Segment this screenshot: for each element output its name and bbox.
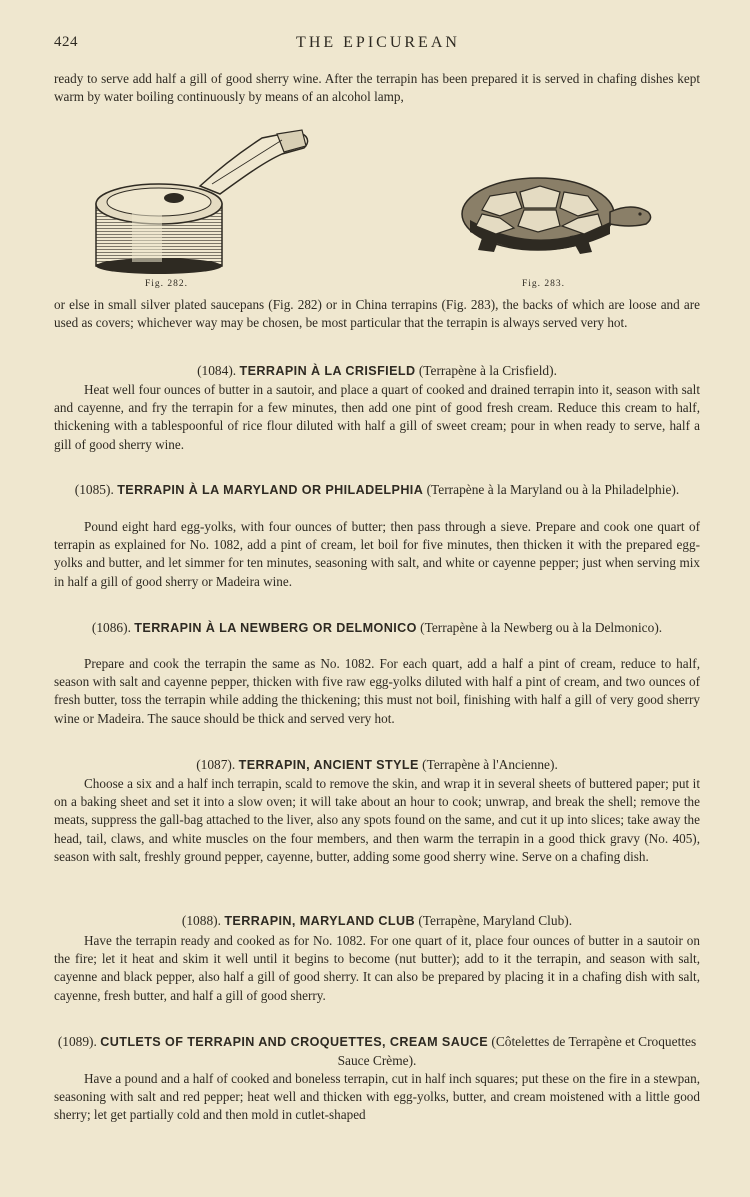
recipe-1087-body: Choose a six and a half inch terrapin, scald to remove the skin, and wrap it in several sheets of buttered paper; put it on a baking sheet and set it into a slow oven; it will take about an hour to cook; unwrap, and break the shell; remove the meats, suppress the gall-bag attached to the liver, also any spots found on the same, and cut it up into slices; take away the head, tail, claws, and white muscles on the four members, and then warm the terrapin in a good thick gravy (No. 405), season with salt, freshly ground pepper, cayenne, butter, adding some good sherry wine. Serve on a chafing dish. — [54, 776, 700, 864]
recipe-title: TERRAPIN, MARYLAND CLUB — [224, 914, 415, 928]
figure-283-caption: Fig. 283. — [522, 279, 566, 289]
recipe-title: CUTLETS OF TERRAPIN AND CROQUETTES, CREAM SAUCE — [100, 1035, 488, 1049]
recipe-1088-heading — [54, 912, 700, 931]
running-title: THE EPICUREAN — [296, 34, 460, 51]
china-terrapin-illustration — [460, 172, 658, 272]
recipe-french-title: (Terrapène à la Newberg ou à la Delmonico). — [420, 620, 663, 635]
recipe-1089-heading — [54, 1033, 700, 1069]
recipe-1084-heading — [54, 362, 700, 381]
recipe-1089-body: Have a pound and a half of cooked and boneless terrapin, cut in half inch squares; put these on the fire in a stewpan, seasoning with salt and red pepper; heat well and thicken with egg-yolks, butter, and cream moistened with a little good sherry; let get partially cold and then mold in cutlet-shaped — [54, 1071, 700, 1123]
recipe-french-title: (Terrapène à l'Ancienne). — [422, 757, 558, 772]
recipe-french-title: (Terrapène à la Crisfield). — [418, 363, 557, 378]
recipe-title: TERRAPIN À LA CRISFIELD — [239, 364, 416, 378]
saucepan-illustration — [92, 126, 314, 276]
page-header — [54, 34, 702, 56]
recipe-1087-heading — [54, 756, 700, 775]
figure-282-caption: Fig. 282. — [145, 279, 189, 289]
recipe-french-title: (Terrapène, Maryland Club). — [418, 913, 573, 928]
page-number: 424 — [54, 34, 78, 50]
after-figures-paragraph: or else in small silver plated saucepans (Fig. 282) or in China terrapins (Fig. 283), the backs of which are loose and are used as covers; whichever way may be chosen, be most particular that the terrapin is always served very hot. — [54, 297, 700, 331]
recipe-1088-body: Have the terrapin ready and cooked as for No. 1082. For one quart of it, place four ounces of butter in a sautoir on the fire; let it heat and skim it well until it begins to become (nut butter); add to it the terrapin, and season with salt, cayenne and black pepper, also half a gill of good sherry. It can also be prepared by placing it in a chafing dish with salt, cayenne, fresh butter, and half a gill of good sherry. — [54, 933, 700, 1003]
recipe-french-title: (Côtelettes de Terrapène et Croquettes Sauce Crème). — [337, 1034, 697, 1068]
recipe-1086-heading — [54, 619, 700, 638]
recipe-1085-heading — [54, 481, 700, 500]
recipe-1084-body: Heat well four ounces of butter in a sautoir, and place a quart of cooked and drained terrapin into it, season with salt and cayenne, and fry the terrapin for a few minutes, then add one pint of good fresh cream. Reduce this cream to half, thickening with a tablespoonful of rice flour diluted with half a gill of sweet cream; pour in when ready to serve, half a gill of good sherry wine. — [54, 382, 700, 452]
recipe-title: TERRAPIN, ANCIENT STYLE — [238, 758, 419, 772]
recipe-number: (1084). — [197, 363, 237, 378]
recipe-number: (1088). — [181, 913, 221, 928]
recipe-title: TERRAPIN À LA NEWBERG OR DELMONICO — [134, 621, 417, 635]
recipe-title: TERRAPIN À LA MARYLAND OR PHILADELPHIA — [117, 483, 424, 497]
recipe-number: (1085). — [74, 482, 114, 497]
recipe-number: (1087). — [196, 757, 236, 772]
recipe-french-title: (Terrapène à la Maryland ou à la Philadelphie). — [426, 482, 680, 497]
recipe-1086-body: Prepare and cook the terrapin the same as No. 1082. For each quart, add a half a pint of cream, reduce to half, season with salt and cayenne pepper, thicken with five raw egg-yolks diluted with half a pint of cream, and two ounces of fresh butter, toss the terrapin while adding the thickening; this must not boil, finishing with half a gill of very good sherry wine or Madeira. The sauce should be thick and served very hot. — [54, 656, 700, 726]
recipe-1085-body: Pound eight hard egg-yolks, with four ounces of butter; then pass through a sieve. Prepare and cook one quart of terrapin as explained for No. 1082, add a pint of cream, let boil for five minutes, then thicken it with the prepared egg-yolks and butter, and let simmer for ten minutes, seasoning with salt, and white or cayenne pepper; just when serving mix in half a gill of good sherry or Madeira wine. — [54, 519, 700, 589]
recipe-number: (1086). — [91, 620, 131, 635]
intro-paragraph: ready to serve add half a gill of good sherry wine. After the terrapin has been prepared it is served in chafing dishes kept warm by water boiling continuously by means of an alcohol lamp, — [54, 71, 700, 105]
recipe-number: (1089). — [57, 1034, 97, 1049]
